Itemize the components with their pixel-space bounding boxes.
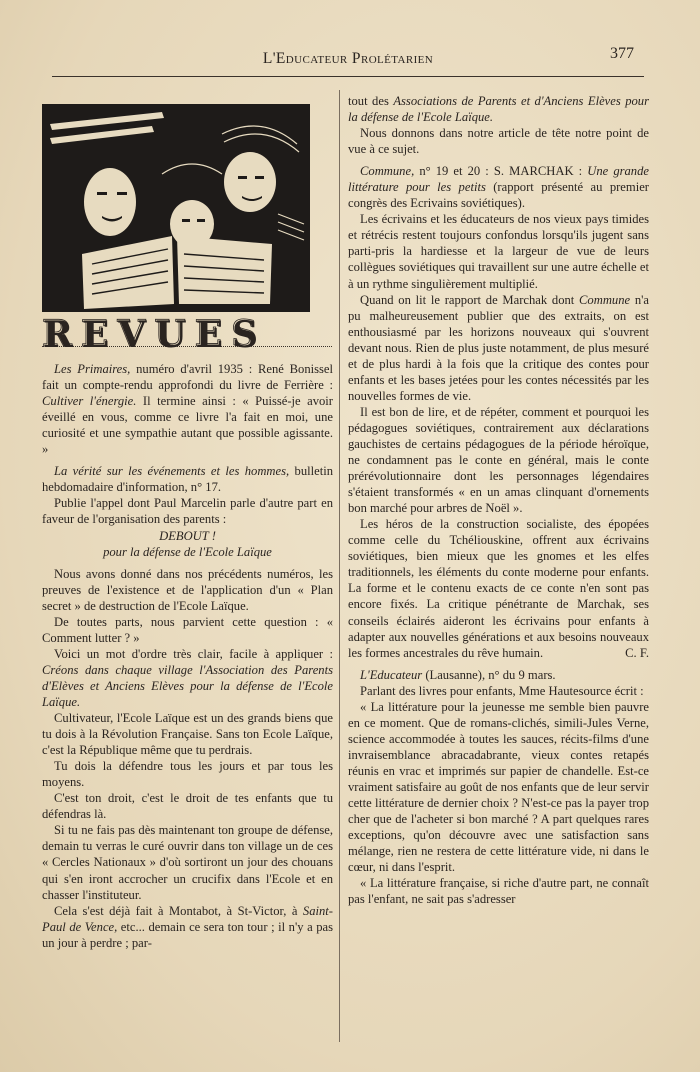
- paragraph: Cultivateur, l'Ecole Laïque est un des grands biens que tu dois à la Révolution Française. Sans ton Ecole Laïque, c'est la République même que tu perdrais.: [42, 711, 333, 758]
- paragraph: Nous avons donné dans nos précédents numéros, les preuves de l'existence et de l'application d'un « Plan secret » de destruction de l'Ecole Laïque.: [42, 566, 333, 613]
- paragraph: La vérité sur les événements et les hommes, bulletin hebdomadaire d'information, n° 17.: [42, 464, 333, 495]
- paragraph: Si tu ne fais pas dès maintenant ton groupe de défense, demain tu verras le curé ouvrir dans ton village un de ces « Cercles Nationaux » d'où sortiront un jour des chouans qui s'en iront accrocher un crucifix dans l'Ecole et en chasser l'instituteur.: [42, 823, 333, 902]
- paragraph: Voici un mot d'ordre très clair, facile à appliquer : Créons dans chaque village l'Association des Parents d'Elèves et Anciens Elèves pour la défense de l'Ecole Laïque.: [42, 646, 333, 709]
- journal-title: L'Educateur Prolétarien: [262, 50, 434, 67]
- paragraph: Publie l'appel dont Paul Marcelin parle d'autre part en faveur de l'organisation des parents :: [42, 496, 333, 527]
- page-header: [52, 40, 644, 77]
- page-number: 377: [610, 45, 634, 62]
- paragraph: Il est bon de lire, et de répéter, comment et pourquoi les pédagogues soviétiques, contrairement aux déclarations gauchistes de certains pédagogues de la période héroïque, ne condamnent pas le conte en général, mais le conte prérévolutionnaire dont les personnages légendaires s'étaient transformés « en un amas clinquant d'ornements bon marché pour arbres de Noël ».: [348, 404, 649, 516]
- paragraph: tout des Associations de Parents et d'Anciens Elèves pour la défense de l'Ecole Laïque.: [348, 94, 649, 125]
- paragraph: « La littérature pour la jeunesse me semble bien pauvre en ce moment. Que de romans-clichés, simili-Jules Verne, science accommodée à toutes les sauces, récits-films d'une invraisemblance abracadabrante, vieux contes retapés réunis en vrac et imprimés sur papier de chandelle. Est-ce vraiment satisfaire au goût de nos enfants que de leur servir cette littérature de dernier choix ? N'est-ce pas la payer trop cher que de l'acheter si bon marché ? A part quelques rares exceptions, qu'on découvre avec une satisfaction sans mélange, rien ne restera de cette littérature vide, ni dans le cœur, ni dans l'esprit.: [348, 699, 649, 875]
- paragraph: « La littérature française, si riche d'autre part, ne connaît pas l'enfant, ne sait pas s'adresser: [348, 876, 649, 907]
- section-title-revues: REVUES: [42, 313, 267, 355]
- subheading-defense: pour la défense de l'Ecole Laïque: [103, 544, 272, 559]
- left-column: [42, 96, 333, 951]
- heading-debout: DEBOUT !: [159, 528, 216, 543]
- signature-initials: C. F.: [625, 645, 649, 660]
- paragraph: Parlant des livres pour enfants, Mme Hautesource écrit :: [360, 683, 644, 698]
- paragraph: C'est ton droit, c'est le droit de tes enfants que tu défendras là.: [42, 791, 333, 822]
- paragraph: Les écrivains et les éducateurs de nos vieux pays timides et rétrécis restent toujours confondus lorsqu'ils jugent sans parti-pris la hardiesse et la largeur de vue de leurs collègues soviétiques qui travaillent sur une autre échelle et à un rythme singulièrement multiplié.: [348, 212, 649, 291]
- paragraph: Les Primaires, numéro d'avril 1935 : René Bonissel fait un compte-rendu approfondi du livre de Ferrière : Cultiver l'énergie. Il termine ainsi : « Puissé-je avoir éveillé en vous, comme ce livre l'a fait en moi, une curiosité et une sympathie autant que possible agissante. »: [42, 362, 334, 457]
- paragraph: Commune, n° 19 et 20 : S. MARCHAK : Une grande littérature pour les petits (rapport présenté au premier congrès des Ecrivains soviétiques).: [348, 164, 649, 211]
- right-column: [348, 93, 649, 907]
- paragraph: Nous donnons dans notre article de tête notre point de vue à ce sujet.: [348, 126, 649, 157]
- paragraph: Tu dois la défendre tous les jours et par tous les moyens.: [42, 759, 333, 790]
- paragraph: De toutes parts, nous parvient cette question : « Comment lutter ? »: [42, 614, 333, 645]
- paragraph: Quand on lit le rapport de Marchak dont Commune n'a pu malheureusement publier que des extraits, on est enthousiasmé par les horizons nouveaux qui s'ouvrent devant nous. Rien de plus juste notamment, de plus mesuré et de plus hardi à la fois que la critique des contes pour enfants et les bases jetées pour les contes nécessités par les nouvelles formes de vie.: [348, 292, 649, 403]
- woodcut-family-reading-illustration: [42, 104, 310, 312]
- paragraph: L'Educateur (Lausanne), n° du 9 mars.: [360, 667, 556, 682]
- paragraph: Cela s'est déjà fait à Montabot, à St-Victor, à Saint-Paul de Vence, etc... demain ce sera ton tour ; il n'y a pas un jour à perdre ; par-: [42, 903, 333, 950]
- column-divider: [339, 90, 340, 1042]
- paragraph: Les héros de la construction socialiste, des épopées comme celle du Tchéliouskine, offrent aux écrivains soviétiques, bien mieux que les gnomes et les elfes traditionnels, les éléments du conte moderne pour enfants. La forme et le contenu exacts de ce conte n'en sont pas encore fixés. La critique pénétrante de Marchak, ses conseils éclairés aideront les écrivains pour enfants à adapter aux nouvelles générations et aux besoins nouveaux les formes ancestrales du rêve humain. C. F.: [348, 517, 649, 660]
